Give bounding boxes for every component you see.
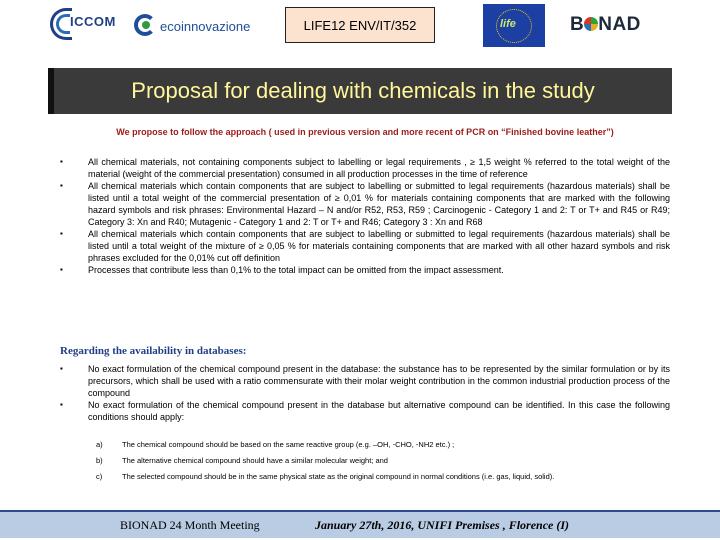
- condition-item: c) The selected compound should be in the same physical state as the original compound in normal conditions (i.e. gas, liquid, solid).: [96, 472, 555, 481]
- ecoinnovazione-logo: [134, 12, 250, 42]
- bullet-icon: ▪: [60, 229, 63, 238]
- bullet-icon: ▪: [60, 181, 63, 190]
- list-item: ▪ No exact formulation of the chemical compound present in the database: the substance has to be represented by the similar formulation or by its precursors, which shall be used with a ratio commensurate with their molar weight contribution in the common industrial production process of the compound: [60, 364, 670, 398]
- eu-life-logo: [483, 4, 545, 47]
- bullet-icon: ▪: [60, 364, 63, 373]
- life-logo-text: life: [500, 18, 516, 30]
- condition-item: b) The alternative chemical compound should have a similar molecular weight; and: [96, 456, 388, 465]
- condition-item: a) The chemical compound should be based on the same reactive group (e.g. –OH, -CHO, -NH2 etc.) ;: [96, 440, 455, 449]
- chemicals-list: [60, 156, 670, 276]
- project-code-box: [285, 7, 435, 43]
- list-item: ▪ Processes that contribute less than 0,1% to the total impact can be omitted from the impact assessment.: [60, 265, 504, 275]
- iccom-logo: [48, 6, 120, 50]
- page-title: Proposal for dealing with chemicals in the study: [131, 78, 595, 103]
- bullet-icon: ▪: [60, 157, 63, 166]
- footer-date-place: January 27th, 2016, UNIFI Premises , Florence (I): [315, 517, 570, 532]
- list-item: ▪ All chemical materials which contain components that are subject to labelling or submitted to legal requirements (hazardous materials) shall be listed until a total weight of the commercial presentation of ≥ 0,01 % for materials containing components that are marked with the following hazard symbols and risk phrases: Environmental Hazard – N and/or R52, R53, R59 ; Carcinogenic - Category 1 and 2: T or T+ and R45 or R49; Category 3: Xn and R40; Mutagenic - Category 1 and 2: T or T+ and R46; Category 3 : Xn and R68: [60, 181, 670, 227]
- project-code: LIFE12 ENV/IT/352: [303, 17, 417, 33]
- bionad-logo: B NAD: [570, 14, 641, 35]
- list-item: ▪ All chemical materials, not containing components subject to labelling or legal requirements , ≥ 1,5 weight % referred to the total weight of the material (weight of the commercial presentation) consumed in all production processes in the time of reference: [60, 157, 670, 179]
- bullet-icon: ▪: [60, 400, 63, 409]
- list-item: ▪ All chemical materials which contain components that are subject to labelling or submitted to legal requirements (hazardous materials) shall be listed until a total weight of the mixture of ≥ 0,05 % for materials containing components that are marked with all other hazard symbols and risk phrases excluded for the 0,01% cut off definition: [60, 229, 670, 263]
- database-list: [60, 363, 670, 423]
- eco-logo-text: ecoinnovazione: [160, 19, 251, 34]
- bullet-icon: ▪: [60, 265, 63, 274]
- title-bar: [48, 68, 672, 114]
- footer-meeting: BIONAD 24 Month Meeting: [120, 517, 260, 532]
- iccom-logo-text: ICCOM: [70, 14, 116, 29]
- footer: [0, 510, 720, 538]
- section-heading: Regarding the availability in databases:: [60, 345, 247, 357]
- list-item: ▪ No exact formulation of the chemical compound present in the database but alternative compound can be identified. In this case the following conditions should apply:: [60, 400, 670, 422]
- bionad-o-icon: [584, 17, 598, 31]
- conditions-list: [96, 439, 670, 487]
- intro-text: We propose to follow the approach ( used in previous version and more recent of PCR on “Finished bovine leather”): [116, 127, 614, 137]
